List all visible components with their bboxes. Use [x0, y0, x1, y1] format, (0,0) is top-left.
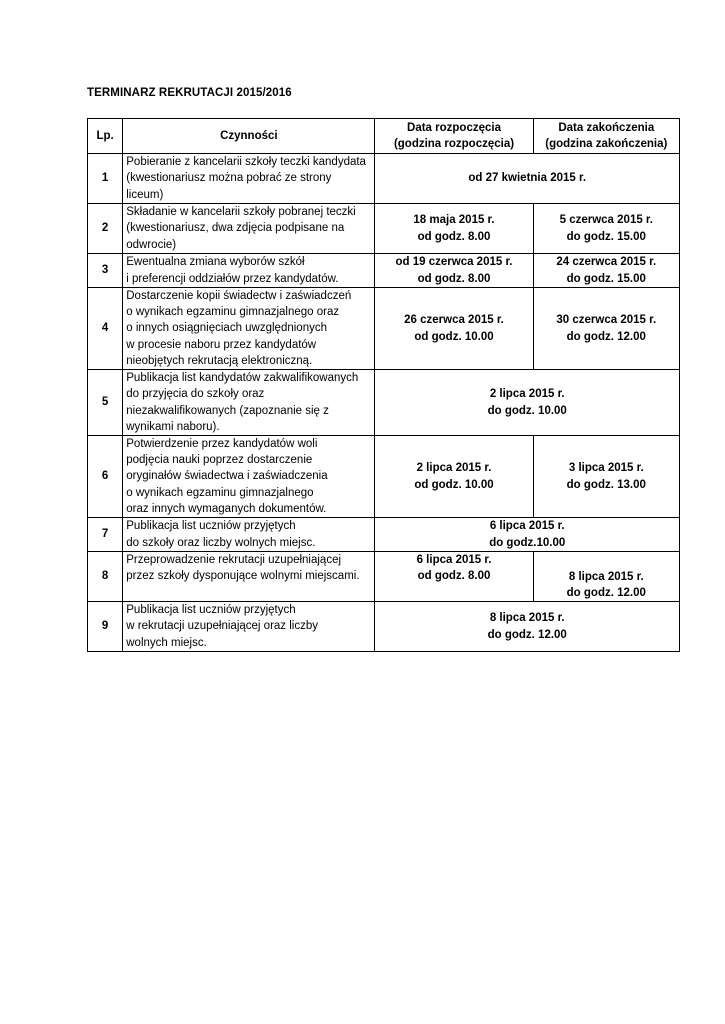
table-header-row — [88, 119, 680, 154]
row-number: 3 — [88, 254, 123, 288]
row-date-range: 8 lipca 2015 r. do godz. 12.00 — [375, 602, 680, 652]
row-date-range: od 27 kwietnia 2015 r. — [375, 154, 680, 204]
table-row — [88, 518, 680, 552]
row-activity: Dostarczenie kopii świadectw i zaświadczeń o wynikach egzaminu gimnazjalnego oraz o innych osiągnięciach uwzględnionych w procesie naboru przez kandydatów nieobjętych rekrutacją elektroniczną. — [123, 288, 375, 370]
table-row — [88, 254, 680, 288]
row-activity: Pobieranie z kancelarii szkoły teczki kandydata (kwestionariusz można pobrać ze strony liceum) — [123, 154, 375, 204]
table-row — [88, 288, 680, 370]
row-activity: Potwierdzenie przez kandydatów woli podjęcia nauki poprzez dostarczenie oryginałów świadectwa i zaświadczenia o wynikach egzaminu gimnazjalnego oraz innych wymaganych dokumentów. — [123, 436, 375, 518]
row-activity: Przeprowadzenie rekrutacji uzupełniającej przez szkoły dysponujące wolnymi miejscami. — [123, 552, 375, 602]
row-activity: Publikacja list kandydatów zakwalifikowanych do przyjęcia do szkoły oraz niezakwalifikowanych (zapoznanie się z wynikami naboru). — [123, 370, 375, 436]
header-start-date: Data rozpoczęcia (godzina rozpoczęcia) — [375, 119, 533, 154]
row-activity: Ewentualna zmiana wyborów szkół i preferencji oddziałów przez kandydatów. — [123, 254, 375, 288]
table-row — [88, 552, 680, 602]
row-number: 9 — [88, 602, 123, 652]
row-start-date: od 19 czerwca 2015 r. od godz. 8.00 — [375, 254, 533, 288]
table-row — [88, 602, 680, 652]
row-end-date: 30 czerwca 2015 r. do godz. 12.00 — [533, 288, 679, 370]
row-number: 6 — [88, 436, 123, 518]
table-row — [88, 204, 680, 254]
row-activity: Publikacja list uczniów przyjętych do szkoły oraz liczby wolnych miejsc. — [123, 518, 375, 552]
row-end-date: 5 czerwca 2015 r. do godz. 15.00 — [533, 204, 679, 254]
row-date-range: 2 lipca 2015 r. do godz. 10.00 — [375, 370, 680, 436]
header-lp: Lp. — [88, 119, 123, 154]
page-title: TERMINARZ REKRUTACJI 2015/2016 — [87, 87, 292, 99]
row-start-date: 6 lipca 2015 r. od godz. 8.00 — [375, 552, 533, 602]
row-end-date: 24 czerwca 2015 r. do godz. 15.00 — [533, 254, 679, 288]
row-activity: Publikacja list uczniów przyjętych w rekrutacji uzupełniającej oraz liczby wolnych miejsc. — [123, 602, 375, 652]
row-date-range: 6 lipca 2015 r. do godz.10.00 — [375, 518, 680, 552]
row-start-date: 18 maja 2015 r. od godz. 8.00 — [375, 204, 533, 254]
row-number: 1 — [88, 154, 123, 204]
table-row — [88, 370, 680, 436]
row-number: 2 — [88, 204, 123, 254]
row-number: 7 — [88, 518, 123, 552]
header-activity: Czynności — [123, 119, 375, 154]
row-number: 8 — [88, 552, 123, 602]
row-start-date: 2 lipca 2015 r. od godz. 10.00 — [375, 436, 533, 518]
row-activity: Składanie w kancelarii szkoły pobranej teczki (kwestionariusz, dwa zdjęcia podpisane na odwrocie) — [123, 204, 375, 254]
table-row — [88, 436, 680, 518]
header-end-date: Data zakończenia (godzina zakończenia) — [533, 119, 679, 154]
row-number: 4 — [88, 288, 123, 370]
recruitment-schedule-table — [87, 118, 680, 652]
row-number: 5 — [88, 370, 123, 436]
row-start-date: 26 czerwca 2015 r. od godz. 10.00 — [375, 288, 533, 370]
table-row — [88, 154, 680, 204]
row-end-date: 8 lipca 2015 r. do godz. 12.00 — [533, 552, 679, 602]
row-end-date: 3 lipca 2015 r. do godz. 13.00 — [533, 436, 679, 518]
